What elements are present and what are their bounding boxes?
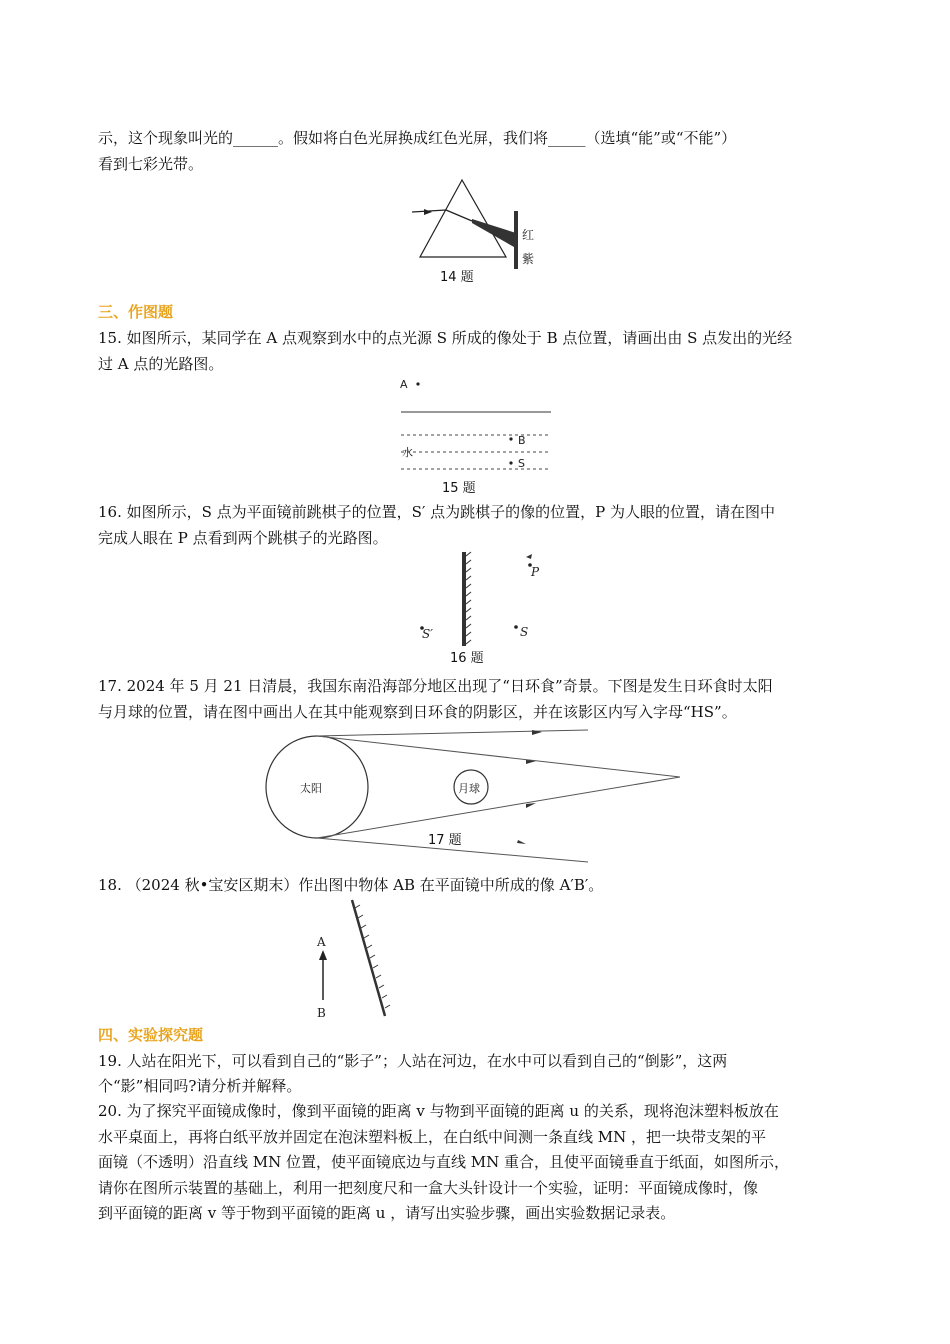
- q15-label-a: A: [400, 378, 408, 391]
- q17-text-line-2: 与月球的位置，请在图中画出人在其中能观察到日环食的阴影区，并在该影区内写入字母“HS”。: [98, 703, 737, 721]
- plane-mirror: [352, 900, 385, 1016]
- q16-label-p: P: [531, 565, 540, 579]
- q17-eclipse-figure: [262, 725, 682, 865]
- point-a: [416, 382, 419, 385]
- section-4-heading: 四、实验探究题: [98, 1026, 204, 1044]
- q17-text-line-1: 17. 2024 年 5 月 21 日清晨，我国东南沿海部分地区出现了“日环食”奇景。下图是发生日环食时太阳: [98, 677, 773, 695]
- plane-mirror: [462, 552, 466, 646]
- q17-label-moon: 月球: [458, 782, 480, 795]
- q19-text-line-2: 个“影”相同吗?请分析并解释。: [98, 1077, 302, 1095]
- q16-label-s-prime: S′: [422, 627, 433, 641]
- q14-figure-caption: 14 题: [440, 270, 474, 285]
- q15-text-line-1: 15. 如图所示，某同学在 A 点观察到水中的点光源 S 所成的像处于 B 点位置，请画出由 S 点发出的光经: [98, 329, 793, 347]
- q15-text-line-2: 过 A 点的光路图。: [98, 355, 224, 373]
- q15-label-s: S: [518, 457, 525, 470]
- q15-label-b: B: [518, 434, 526, 447]
- q16-text-line-2: 完成人眼在 P 点看到两个跳棋子的光路图。: [98, 529, 388, 547]
- q17-figure-caption: 17 题: [428, 833, 462, 848]
- section-3-heading: 三、作图题: [98, 303, 174, 321]
- q20-text-line-5: 到平面镜的距离 v 等于物到平面镜的距离 u ，请写出实验步骤，画出实验数据记录表。: [98, 1204, 676, 1222]
- q14-label-purple: 紫: [522, 252, 535, 266]
- q18-text-line: 18. （2024 秋•宝安区期末）作出图中物体 AB 在平面镜中所成的像 A′B′。: [98, 876, 604, 894]
- q14-text-line-2: 看到七彩光带。: [98, 155, 204, 173]
- q18-label-b: B: [317, 1006, 326, 1020]
- q16-text-line-1: 16. 如图所示，S 点为平面镜前跳棋子的位置，S′ 点为跳棋子的像的位置，P 为人眼的位置，请在图中: [98, 503, 775, 521]
- q16-mirror-figure: [410, 548, 550, 668]
- q17-label-sun: 太阳: [300, 782, 322, 795]
- q15-figure-caption: 15 题: [442, 481, 476, 496]
- point-s: [509, 461, 512, 464]
- q15-water-figure: [398, 372, 558, 497]
- point-b: [509, 437, 512, 440]
- q20-text-line-4: 请你在图所示装置的基础上，利用一把刻度尺和一盒大头针设计一个实验，证明：平面镜成像时，像: [98, 1179, 759, 1197]
- eye-icon: [526, 554, 532, 559]
- q14-text-line-1: 示，这个现象叫光的______。假如将白色光屏换成红色光屏，我们将_____（选填“能”或“不能”）: [98, 129, 737, 147]
- q14-prism-figure: [410, 175, 550, 290]
- q20-text-line-3: 面镜（不透明）沿直线 MN 位置，使平面镜底边与直线 MN 重合，且使平面镜垂直于纸面，如图所示，: [98, 1153, 790, 1171]
- q14-label-red: 红: [522, 228, 535, 242]
- q16-label-s: S: [520, 625, 529, 639]
- q19-text-line-1: 19. 人站在阳光下，可以看到自己的“影子”；人站在河边，在水中可以看到自己的“倒影”，这两: [98, 1052, 728, 1070]
- q16-figure-caption: 16 题: [450, 651, 484, 666]
- q18-mirror-figure: [308, 896, 398, 1026]
- q20-text-line-2: 水平桌面上，再将白纸平放并固定在泡沫塑料板上，在白纸中间测一条直线 MN ，把一块带支架的平: [98, 1128, 767, 1146]
- point-s: [514, 625, 518, 629]
- q18-label-a: A: [317, 935, 326, 949]
- q15-label-water: 水: [402, 446, 413, 459]
- q20-text-line-1: 20. 为了探究平面镜成像时，像到平面镜的距离 v 与物到平面镜的距离 u 的关系，现将泡沫塑料板放在: [98, 1102, 779, 1120]
